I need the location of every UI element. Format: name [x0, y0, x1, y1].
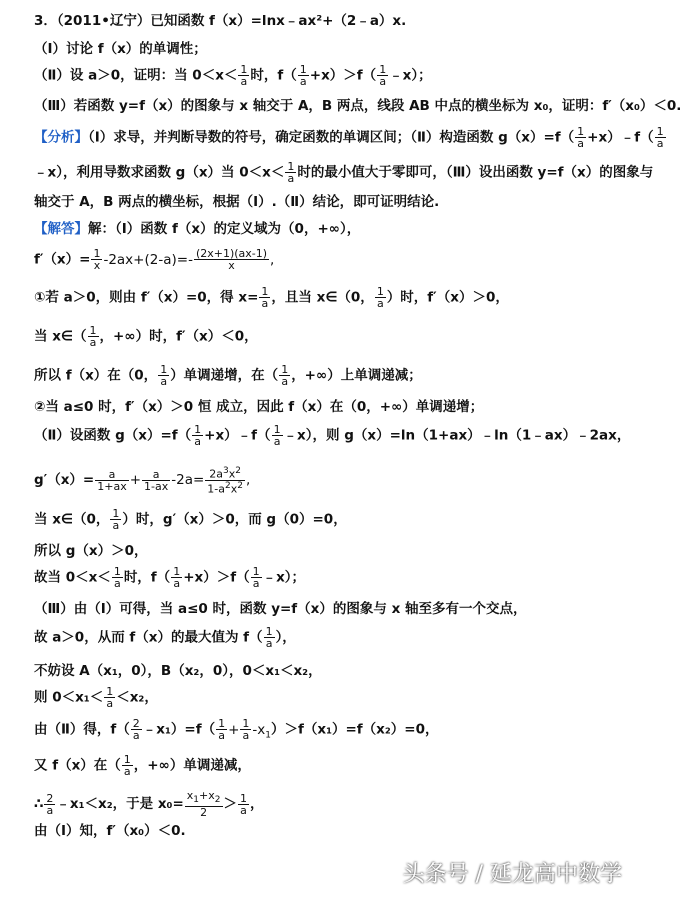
- part-3: （Ⅲ）若函数 y=f（x）的图象与 x 轴交于 A，B 两点，线段 AB 中点的横坐标为 x₀，证明：f′（x₀）＜0.: [34, 98, 681, 114]
- part2-gprime: g′（x）= $\frac{a}{1+ax}$ + $\frac{a}{1-ax}$ -2a= $\frac{2a^3x^2}{1-a^2x^2}$ ,: [34, 466, 251, 496]
- part3-6: 又 f（x）在（ $\frac{1}{a}$ ，+∞）单调递减，: [34, 753, 251, 778]
- part3-4: 则 0＜x₁＜ $\frac{1}{a}$ ＜x₂，: [34, 685, 158, 710]
- analysis-2: ﹣x），利用导数求函数 g（x）当 0＜x＜ $\frac{1}{a}$ 时的最小值大于零即可，（Ⅲ）设出函数 y=f（x）的图象与: [34, 160, 654, 185]
- part2-sign: 当 x∈（0， $\frac{1}{a}$ ）时，g′（x）＞0，而 g（0）=0，: [34, 507, 347, 532]
- derivative-line: f′（x）= $\frac{1}{x}$ -2ax+(2-a)=- $\frac{(2x+1)(ax-1)}{x}$ ,: [34, 247, 275, 272]
- part3-5: 由（Ⅱ）得，f（ $\frac{2}{a}$ ﹣x₁）=f（ $\frac{1}{a}$ + $\frac{1}{a}$ $-x_1)>f(x_1)=f(x_2)=0$，: [34, 717, 439, 742]
- part2-g-pos: 所以 g（x）＞0，: [34, 543, 148, 559]
- case-1c: 所以 f（x）在（0， $\frac{1}{a}$ ）单调递增，在（ $\frac{1}{a}$ ，+∞）上单调递减；: [34, 363, 422, 388]
- watermark: 头条号 / 延龙高中数学: [402, 862, 622, 887]
- part3-7: ∴ $\frac{2}{a}$ ﹣x₁＜x₂，于是 x₀= $\frac{x_1+x_2}{2}$ ＞ $\frac{1}{a}$ ，: [34, 789, 264, 820]
- part-1: （Ⅰ）讨论 f（x）的单调性；: [34, 41, 207, 57]
- part2-g: （Ⅱ）设函数 g（x）=f（ $\frac{1}{a}$ +x）﹣f（ $\frac{1}{a}$ ﹣x），则 g（x）=ln（1+ax）﹣ln（1﹣ax）﹣2ax，: [34, 423, 631, 448]
- solution-1: 【解答】解：（Ⅰ）函数 f（x）的定义域为（0，+∞），: [34, 221, 361, 237]
- part2-conclude: 故当 0＜x＜ $\frac{1}{a}$ 时，f（ $\frac{1}{a}$ +x）＞f（ $\frac{1}{a}$ ﹣x）；: [34, 565, 306, 590]
- part3-8: 由（Ⅰ）知，f′（x₀）＜0.: [34, 823, 186, 839]
- case-2: ②当 a≤0 时，f′（x）＞0 恒 成立，因此 f（x）在（0，+∞）单调递增；: [34, 399, 484, 415]
- part3-1: （Ⅲ）由（Ⅰ）可得，当 a≤0 时，函数 y=f（x）的图象与 x 轴至多有一个交点，: [34, 601, 527, 617]
- analysis-3: 轴交于 A，B 两点的横坐标，根据（Ⅰ）.（Ⅱ）结论，即可证明结论.: [34, 194, 440, 210]
- analysis-1: 【分析】（Ⅰ）求导，并判断导数的符号，确定函数的单调区间；（Ⅱ）构造函数 g（x）=f（ $\frac{1}{a}$ +x）﹣f（ $\frac{1}{a}$: [34, 125, 664, 150]
- part3-2: 故 a＞0，从而 f（x）的最大值为 f（ $\frac{1}{a}$ ），: [34, 625, 296, 650]
- part3-3: 不妨设 A（x₁，0），B（x₂，0），0＜x₁＜x₂，: [34, 663, 322, 679]
- problem-title: 3．（2011•辽宁）已知函数 f（x）=lnx﹣ax²+（2﹣a）x.: [34, 13, 407, 29]
- case-1b: 当 x∈（ $\frac{1}{a}$ ，+∞）时，f′（x）＜0，: [34, 324, 258, 349]
- part-2: （Ⅱ）设 a＞0，证明：当 0＜x＜ $\frac{1}{a}$ 时，f（ $\frac{1}{a}$ +x）＞f（ $\frac{1}{a}$ ﹣x）；: [34, 63, 432, 88]
- case-1: ①若 a＞0，则由 f′（x）=0，得 x= $\frac{1}{a}$ ，且当 x∈（0， $\frac{1}{a}$ ）时，f′（x）＞0，: [34, 285, 509, 310]
